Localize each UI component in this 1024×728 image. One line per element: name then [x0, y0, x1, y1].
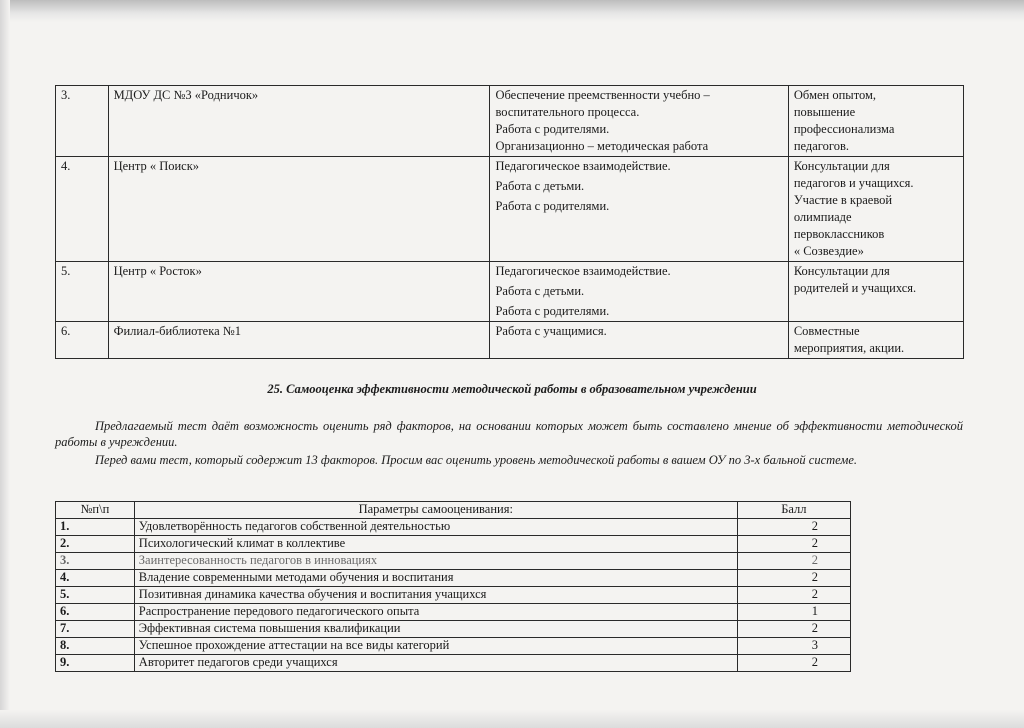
parameter-cell: Позитивная динамика качества обучения и воспитания учащихся	[134, 587, 737, 604]
row-number: 2.	[56, 536, 135, 553]
header-number: №п\п	[56, 502, 135, 519]
activity-line: Работа с родителями.	[495, 304, 610, 318]
parameter-cell: Распространение передового педагогического опыта	[134, 604, 737, 621]
organization-name: Центр « Поиск»	[108, 157, 490, 262]
row-number: 6.	[56, 604, 135, 621]
activity-line: Педагогическое взаимодействие.	[495, 264, 671, 278]
partner-organizations-table	[55, 85, 964, 359]
result-line: мероприятия, акции.	[793, 341, 905, 355]
parameter-cell: Эффективная система повышения квалификации	[134, 621, 737, 638]
table-row	[56, 570, 851, 587]
activity-cell	[490, 157, 788, 262]
result-line: педагогов и учащихся.	[793, 176, 914, 190]
table-header-row	[56, 502, 851, 519]
paragraph-text: Перед вами тест, который содержит 13 факторов. Просим вас оценить уровень методической работы в вашем ОУ по 3-х бальной системе.	[95, 453, 858, 467]
table-row	[56, 86, 964, 157]
score-cell: 2	[737, 655, 850, 672]
score-cell: 2	[737, 536, 850, 553]
table-row	[56, 604, 851, 621]
result-line: Участие в краевой	[793, 193, 893, 207]
table-row	[56, 655, 851, 672]
scan-edge-left	[0, 0, 10, 728]
row-number: 3.	[56, 553, 135, 570]
paragraph-text: Предлагаемый тест даёт возможность оценить ряд факторов, на основании которых может быть составлено мнение об эффективности методической работы в учреждении.	[55, 419, 963, 449]
result-cell	[788, 157, 963, 262]
parameter-cell: Психологический климат в коллективе	[134, 536, 737, 553]
activity-line: Организационно – методическая работа	[495, 139, 709, 153]
score-cell: 2	[737, 553, 850, 570]
organization-name: Филиал-библиотека №1	[108, 322, 490, 359]
section-heading: 25. Самооценка эффективности методической работы в образовательном учреждении	[267, 382, 757, 396]
row-number: 4.	[56, 570, 135, 587]
result-line: Консультации для	[793, 264, 890, 278]
table-row	[56, 519, 851, 536]
result-line: профессионализма	[793, 122, 895, 136]
table-row	[56, 621, 851, 638]
result-line: олимпиаде	[793, 210, 852, 224]
activity-cell	[490, 262, 788, 322]
row-number: 7.	[56, 621, 135, 638]
row-number: 5.	[56, 587, 135, 604]
activity-line: Педагогическое взаимодействие.	[495, 159, 671, 173]
row-number: 1.	[56, 519, 135, 536]
row-number: 6.	[56, 322, 109, 359]
row-number: 8.	[56, 638, 135, 655]
table-row	[56, 322, 964, 359]
result-line: повышение	[793, 105, 856, 119]
self-assessment-table	[55, 501, 851, 672]
activity-line: Работа с детьми.	[495, 284, 585, 298]
parameter-cell: Удовлетворённость педагогов собственной деятельностью	[134, 519, 737, 536]
activity-line: Работа с учащимися.	[495, 324, 607, 338]
score-cell: 2	[737, 570, 850, 587]
activity-cell	[490, 322, 788, 359]
row-number: 3.	[56, 86, 109, 157]
parameter-cell: Заинтересованность педагогов в инновациях	[134, 553, 737, 570]
activity-line: Работа с родителями.	[495, 199, 610, 213]
activity-cell	[490, 86, 788, 157]
result-cell	[788, 322, 963, 359]
intro-paragraph	[55, 418, 963, 450]
result-line: Обмен опытом,	[793, 88, 877, 102]
result-cell	[788, 262, 963, 322]
row-number: 9.	[56, 655, 135, 672]
score-cell: 3	[737, 638, 850, 655]
activity-line: Работа с родителями.	[495, 122, 610, 136]
header-score: Балл	[737, 502, 850, 519]
table-row	[56, 587, 851, 604]
activity-line: воспитательного процесса.	[495, 105, 640, 119]
parameter-cell: Владение современными методами обучения и воспитания	[134, 570, 737, 587]
activity-line: Работа с детьми.	[495, 179, 585, 193]
scan-edge-bottom	[0, 710, 1024, 728]
scan-edge-top	[0, 0, 1024, 22]
parameter-cell: Успешное прохождение аттестации на все виды категорий	[134, 638, 737, 655]
result-line: Совместные	[793, 324, 860, 338]
row-number: 4.	[56, 157, 109, 262]
organization-name: Центр « Росток»	[108, 262, 490, 322]
result-line: Консультации для	[793, 159, 890, 173]
table-row	[56, 638, 851, 655]
parameter-cell: Авторитет педагогов среди учащихся	[134, 655, 737, 672]
instruction-paragraph	[55, 452, 963, 468]
score-cell: 2	[737, 621, 850, 638]
result-cell	[788, 86, 963, 157]
result-line: « Созвездие»	[793, 244, 864, 258]
row-number: 5.	[56, 262, 109, 322]
result-line: педагогов.	[793, 139, 849, 153]
activity-line: Обеспечение преемственности учебно –	[495, 88, 710, 102]
header-parameter: Параметры самооценивания:	[134, 502, 737, 519]
result-line: родителей и учащихся.	[793, 281, 917, 295]
score-cell: 1	[737, 604, 850, 621]
score-cell: 2	[737, 519, 850, 536]
table-row	[56, 157, 964, 262]
table-row	[56, 262, 964, 322]
table-row	[56, 536, 851, 553]
result-line: первоклассников	[793, 227, 885, 241]
table-row	[56, 553, 851, 570]
score-cell: 2	[737, 587, 850, 604]
organization-name: МДОУ ДС №3 «Родничок»	[108, 86, 490, 157]
